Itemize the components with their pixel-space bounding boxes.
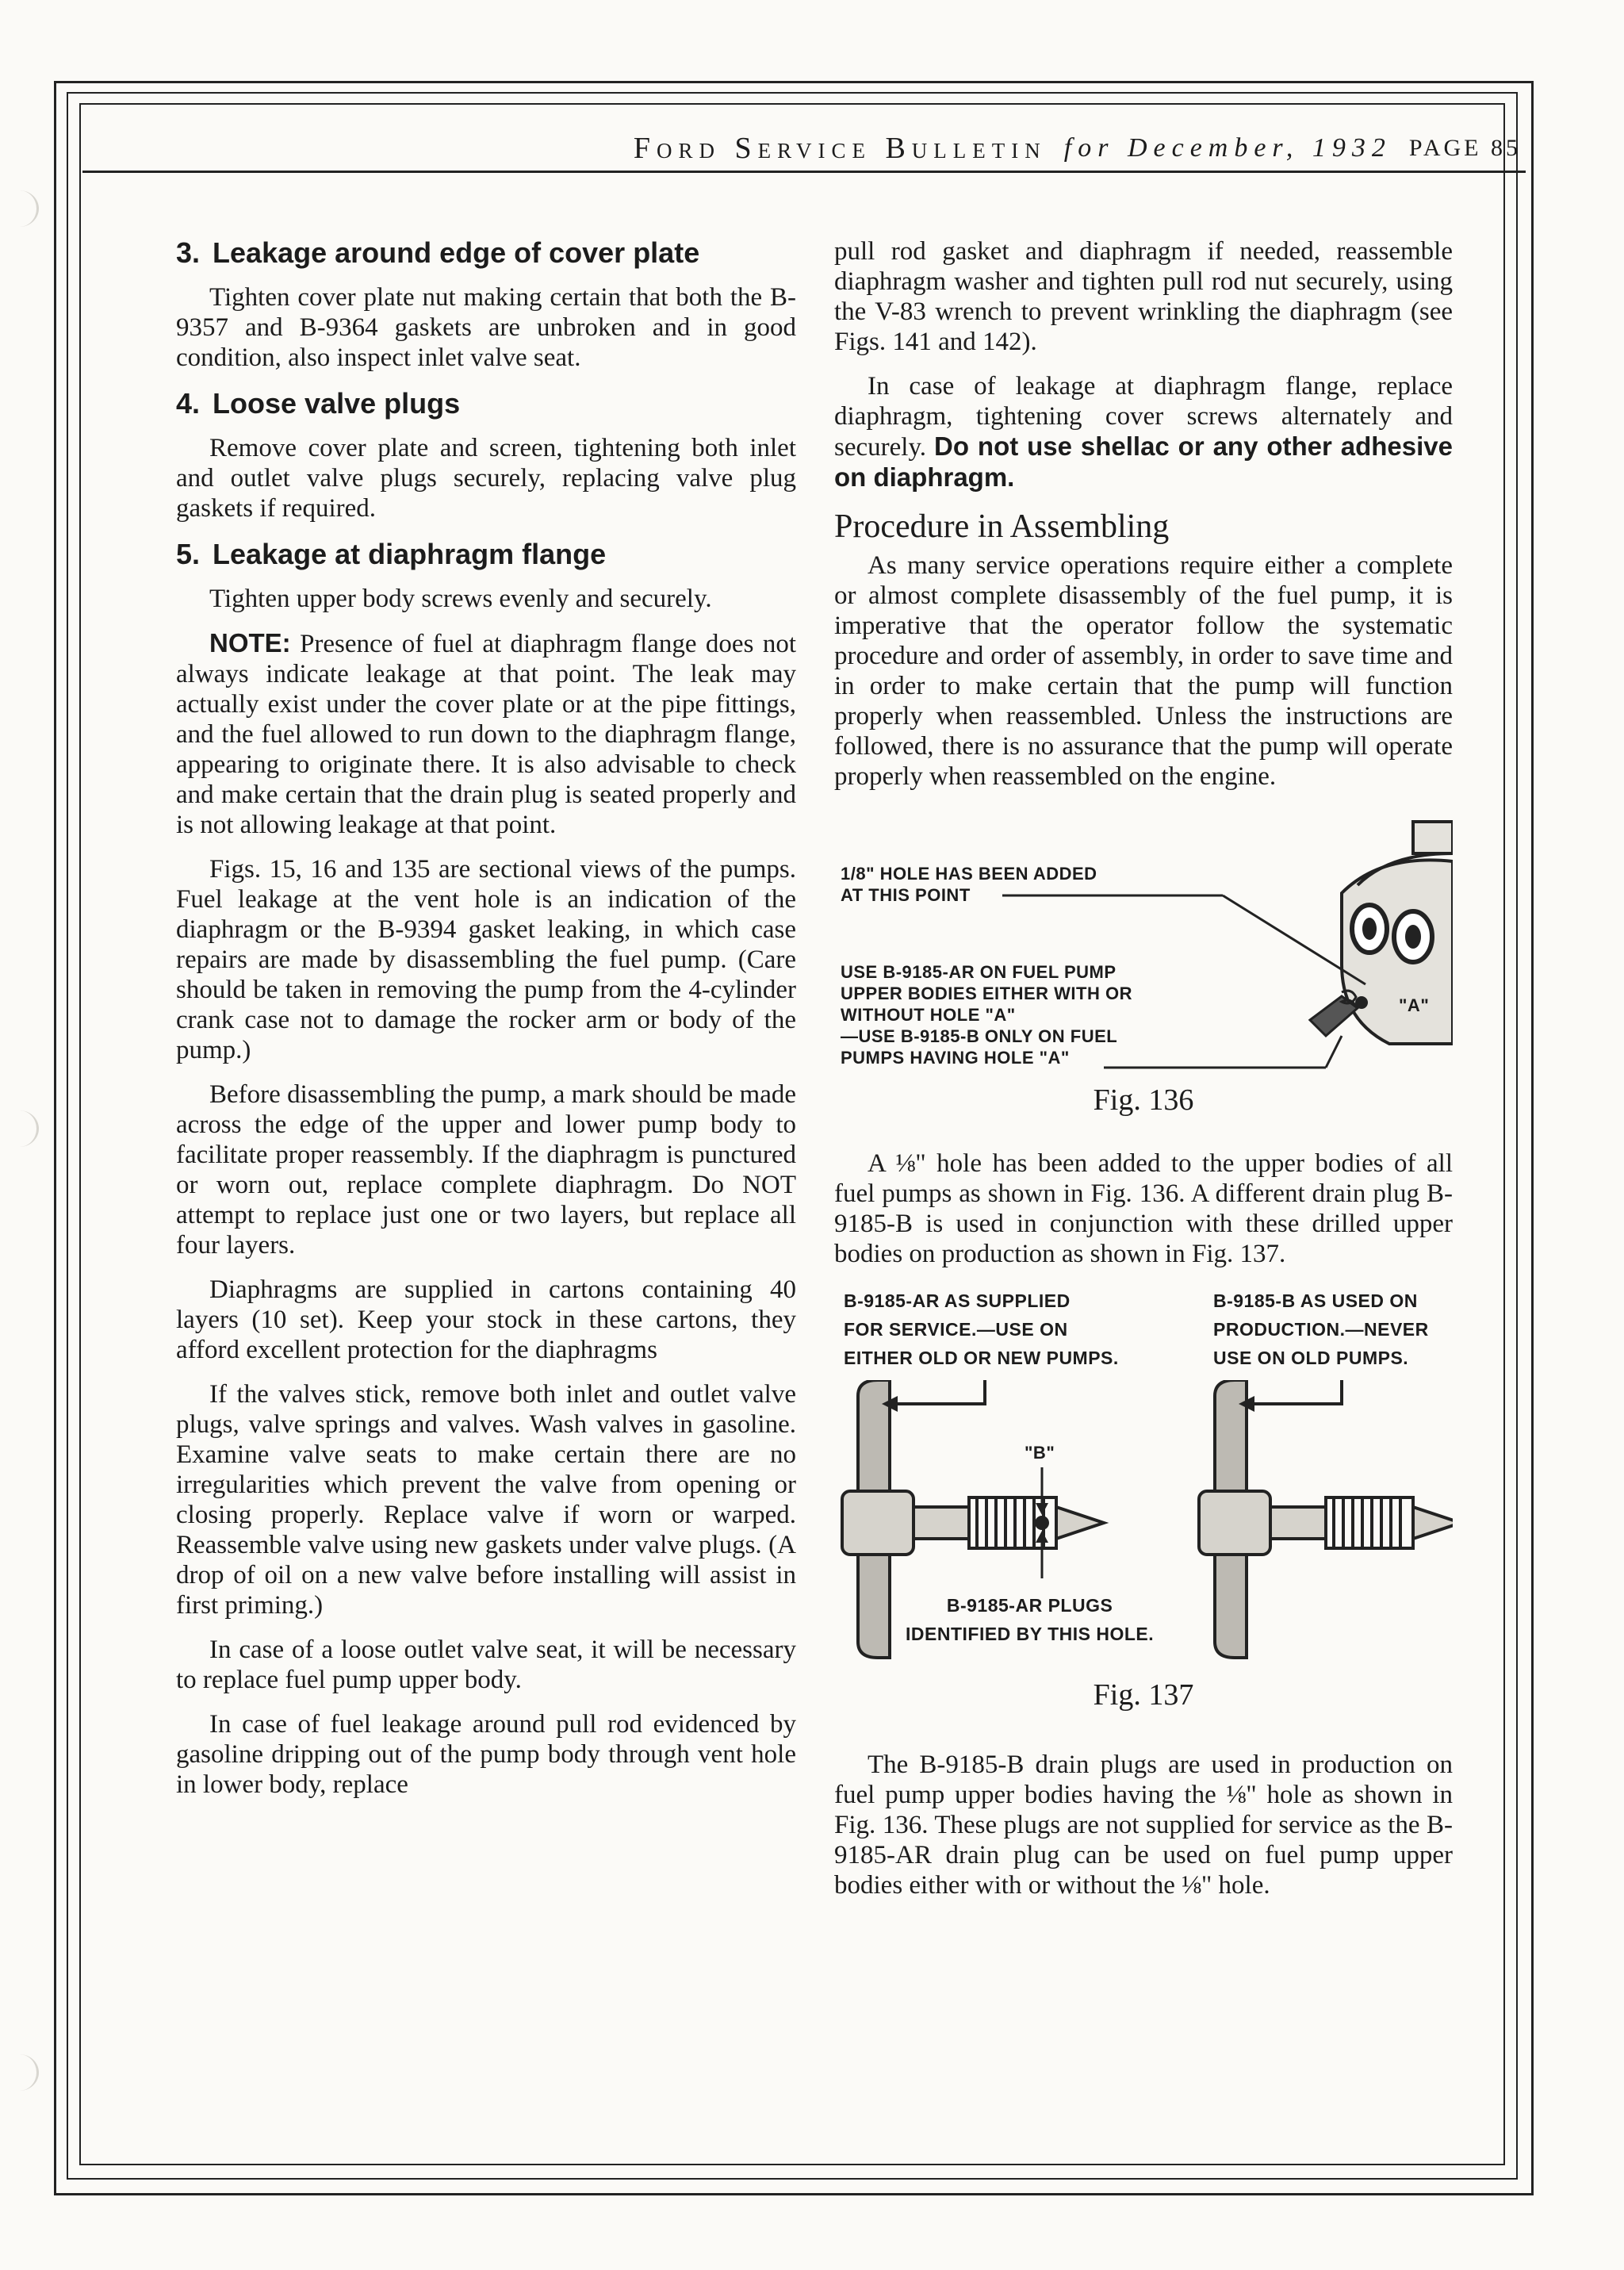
journal-issue: for December, 1932 (1063, 132, 1392, 163)
figure-caption: Fig. 136 (1093, 1083, 1194, 1117)
punch-hole (0, 2054, 39, 2091)
figure-136 (834, 806, 1453, 1131)
page-number: PAGE 85 (1408, 134, 1521, 161)
punch-hole (0, 1110, 39, 1147)
paragraph: A ⅛" hole has been added to the upper bodies of all fuel pumps as shown in Fig. 136. A different drain plug B-9185-B is used in conjunction with these drilled upper bodies on production as shown in Fig. 137. (834, 1149, 1453, 1268)
fig136-mark-a: "A" (1399, 995, 1430, 1015)
note-label: NOTE: (209, 628, 291, 658)
fig136-label-usage: USE B-9185-AR ON FUEL PUMP UPPER BODIES EITHER WITH OR WITHOUT HOLE "A" —USE B-9185-B ONLY ON FUEL PUMPS HAVING HOLE "A" (841, 962, 1132, 1068)
section-title: Procedure in Assembling (834, 508, 1170, 545)
right-column (834, 236, 1453, 1915)
paragraph: Tighten cover plate nut making certain that both the B-9357 and B-9364 gaskets are unbroken and in good condition, also inspect inlet valve seat. (176, 283, 796, 372)
paragraph: Tighten upper body screws evenly and securely. (209, 585, 712, 613)
figure-caption: Fig. 137 (1093, 1678, 1194, 1712)
journal-name: Ford Service Bulletin (633, 131, 1047, 165)
section-heading: 4. Loose valve plugs (176, 387, 461, 420)
note-paragraph: NOTE: Presence of fuel at diaphragm flange does not always indicate leakage at that point. The leak may actually exist under the cover plate or at the pipe fittings, and the fuel allowed to run down to the diaphragm flange, appearing to originate there. It is also advisable to check and make certain that the drain plug is seated properly and is not allowing leakage at that point. (176, 628, 796, 839)
paragraph: As many service operations require either a complete or almost complete disassembly of the fuel pump, it is imperative that the operator follow the systematic procedure and order of assembly, in order to save time and in order to make certain that the pump will function properly when reassembled. Unless the instructions are followed, there is no assurance that the pump will operate properly when reassembled on the engine. (834, 551, 1453, 791)
fig137-label-production: B-9185-B AS USED ON PRODUCTION.—NEVER USE ON OLD PUMPS. (1213, 1290, 1429, 1368)
paragraph: The B-9185-B drain plugs are used in production on fuel pump upper bodies having the ⅛" hole as shown in Fig. 136. These plugs are not supplied for service as the B-9185-AR drain plug can be used on fuel pump upper bodies either with or without the ⅛" hole. (834, 1750, 1453, 1900)
left-column (176, 236, 796, 1814)
paragraph: If the valves stick, remove both inlet and outlet valve plugs, valve springs and valves. Wash valves in gasoline. Examine valve seats to make certain there are no irregularities which prevent the valve from opening or closing properly. Replace valve if worn or warped. Reassemble valve using new gaskets under valve plugs. (A drop of oil on a new valve before installing will assist in first priming.) (176, 1380, 796, 1620)
paragraph: Figs. 15, 16 and 135 are sectional views of the pumps. Fuel leakage at the vent hole is an indication of the diaphragm or the B-9394 gasket leaking, in which case repairs are made by disassembling the fuel pump. (Care should be taken in removing the pump from the 4-cylinder crank case not to damage the rocker arm or body of the pump.) (176, 855, 796, 1064)
paragraph: In case of leakage at diaphragm flange, replace diaphragm, tightening cover screws alternately and securely. Do not use shellac or any other adhesive on diaphragm. (834, 372, 1453, 492)
paragraph: pull rod gasket and diaphragm if needed, reassemble diaphragm washer and tighten pull rod nut securely, using the V-83 wrench to prevent wrinkling the diaphragm (see Figs. 141 and 142). (834, 237, 1453, 356)
paragraph: In case of a loose outlet valve seat, it will be necessary to replace fuel pump upper body. (176, 1635, 796, 1694)
section-heading: 5. Leakage at diaphragm flange (176, 538, 607, 570)
fig137-label-service: B-9185-AR AS SUPPLIED FOR SERVICE.—USE ON EITHER OLD OR NEW PUMPS. (844, 1290, 1119, 1368)
section-heading: 3. Leakage around edge of cover plate (176, 236, 700, 269)
fig137-label-plug-hole: B-9185-AR PLUGS IDENTIFIED BY THIS HOLE. (906, 1595, 1155, 1644)
figure-137 (834, 1286, 1453, 1731)
fig137-mark-b: "B" (1025, 1443, 1055, 1463)
warning-text: Do not use shellac or any other adhesive on diaphragm. (834, 431, 1453, 492)
running-header (82, 125, 1526, 173)
paragraph: Diaphragms are supplied in cartons containing 40 layers (10 set). Keep your stock in these cartons, they afford excellent protection for the diaphragms (176, 1275, 796, 1364)
fig136-label-hole: 1/8" HOLE HAS BEEN ADDED AT THIS POINT (841, 864, 1097, 905)
paragraph: Before disassembling the pump, a mark should be made across the edge of the upper and lower pump body to facilitate proper reassembly. If the diaphragm is punctured or worn out, replace complete diaphragm. Do NOT attempt to replace just one or two layers, but replace all four layers. (176, 1080, 796, 1260)
punch-hole (0, 190, 39, 227)
paragraph: Remove cover plate and screen, tightening both inlet and outlet valve plugs securely, replacing valve plug gaskets if required. (176, 434, 796, 523)
paragraph: In case of fuel leakage around pull rod evidenced by gasoline dripping out of the pump body through vent hole in lower body, replace (176, 1710, 796, 1799)
